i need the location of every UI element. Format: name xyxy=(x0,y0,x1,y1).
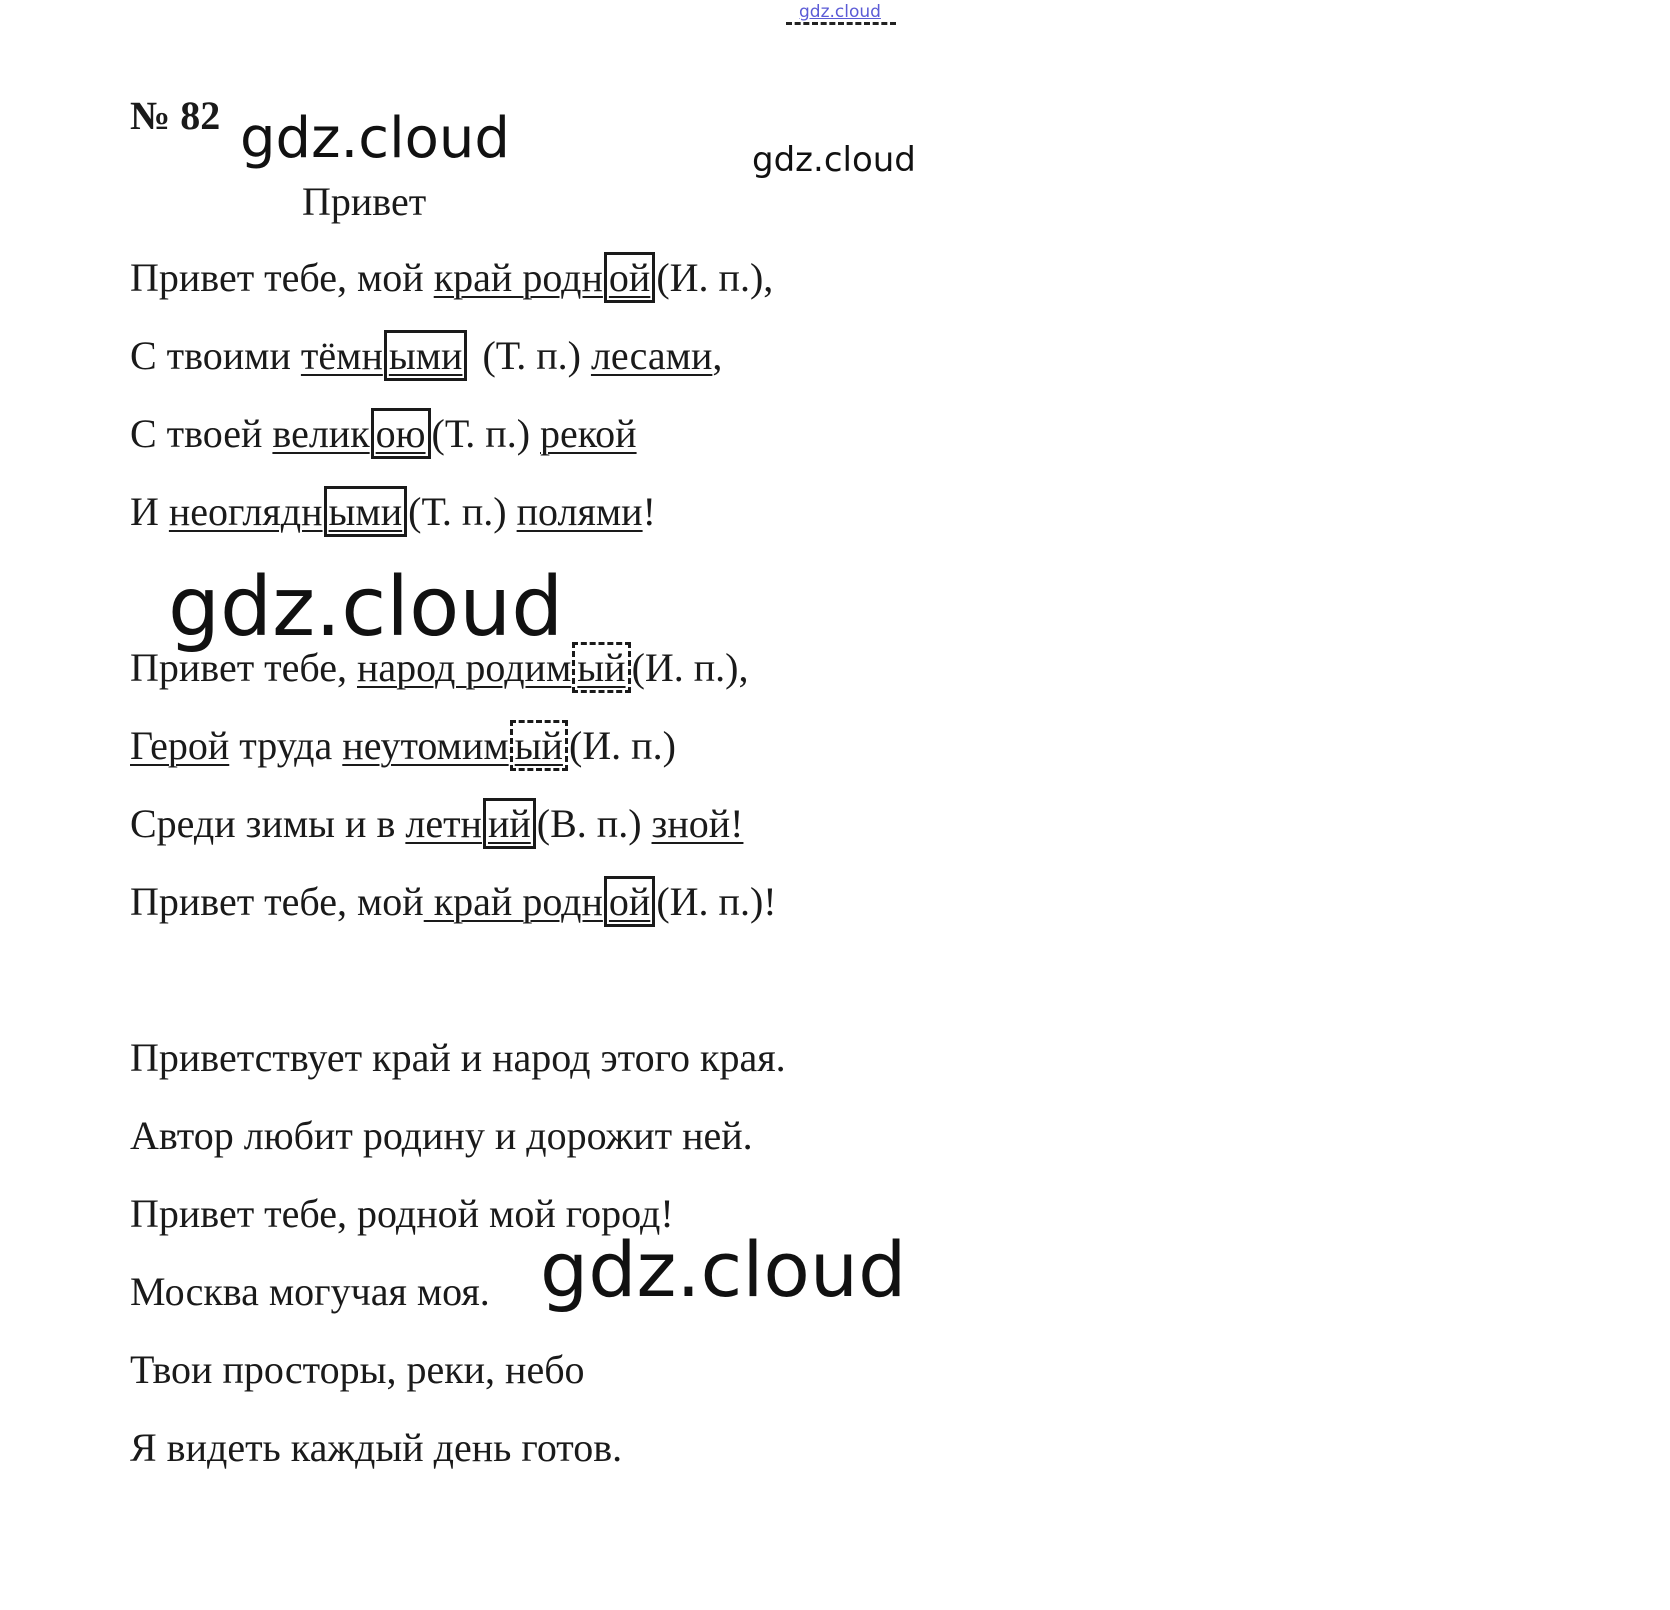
exercise-number: № 82 xyxy=(130,93,221,138)
text: Привет тебе, xyxy=(130,645,357,690)
word-ending-box: ий xyxy=(483,798,536,849)
word-ending-box: ый xyxy=(572,642,630,693)
text: Среди зимы и в xyxy=(130,801,406,846)
poem-line xyxy=(130,488,656,536)
text: Привет тебе, мой xyxy=(130,879,424,924)
word-ending-box: ой xyxy=(604,252,655,303)
underlined-phrase: неутомим xyxy=(342,723,509,768)
poem-line xyxy=(130,644,749,692)
case-note: (И. п.)! xyxy=(656,879,777,924)
word-ending-box: ыми xyxy=(324,486,408,537)
text: С твоей xyxy=(130,411,273,456)
underlined-phrase: неоглядн xyxy=(168,489,323,534)
case-note: (И. п.) xyxy=(568,723,676,768)
answer-line: Твои просторы, реки, небо xyxy=(130,1347,585,1392)
word-ending-box: ый xyxy=(510,720,568,771)
text: С твоими xyxy=(130,333,301,378)
text: И xyxy=(130,489,169,534)
case-note: (Т. п.) xyxy=(408,489,517,534)
underlined-word: полями xyxy=(516,489,643,534)
underlined-word: рекой xyxy=(540,411,637,456)
answer-line: Москва могучая моя. xyxy=(130,1269,490,1314)
poem-title: Привет xyxy=(302,179,427,224)
underlined-phrase: край родн xyxy=(433,255,603,300)
underlined-phrase: велик xyxy=(272,411,370,456)
answer-line: Приветствует край и народ этого края. xyxy=(130,1035,786,1080)
case-note: (И. п.), xyxy=(656,255,774,300)
poem-line xyxy=(130,878,777,926)
watermark-top: gdz.cloud xyxy=(799,2,881,22)
poem-line xyxy=(130,254,773,302)
underlined-word: зной! xyxy=(651,801,744,846)
underlined-word: Герой xyxy=(130,723,230,768)
case-note: (В. п.) xyxy=(536,801,652,846)
word-ending-box: ою xyxy=(371,408,431,459)
cropped-header-fragment xyxy=(786,22,896,30)
answer-line: Автор любит родину и дорожит ней. xyxy=(130,1113,753,1158)
answer-line: Я видеть каждый день готов. xyxy=(130,1425,623,1470)
underlined-phrase: народ родим xyxy=(357,645,572,690)
text: труда xyxy=(229,723,343,768)
watermark: gdz.cloud xyxy=(240,106,510,171)
punctuation: ! xyxy=(642,489,656,534)
case-note: (Т. п.) xyxy=(482,333,591,378)
text: Привет тебе, мой xyxy=(130,255,434,300)
underlined-phrase: летн xyxy=(405,801,482,846)
poem-line xyxy=(130,800,743,848)
underlined-phrase: край родн xyxy=(423,879,603,924)
word-ending-box: ыми xyxy=(384,330,468,381)
poem-line xyxy=(130,332,722,380)
punctuation: , xyxy=(712,333,723,378)
watermark: gdz.cloud xyxy=(540,1225,907,1314)
case-note: (И. п.), xyxy=(631,645,749,690)
underlined-word: лесами xyxy=(590,333,713,378)
word-ending-box: ой xyxy=(604,876,655,927)
watermark: gdz.cloud xyxy=(168,560,564,655)
answer-line: Привет тебе, родной мой город! xyxy=(130,1191,674,1236)
watermark: gdz.cloud xyxy=(752,140,916,180)
poem-line xyxy=(130,410,637,458)
poem-line xyxy=(130,722,676,770)
underlined-phrase: тёмн xyxy=(300,333,383,378)
case-note: (Т. п.) xyxy=(431,411,541,456)
